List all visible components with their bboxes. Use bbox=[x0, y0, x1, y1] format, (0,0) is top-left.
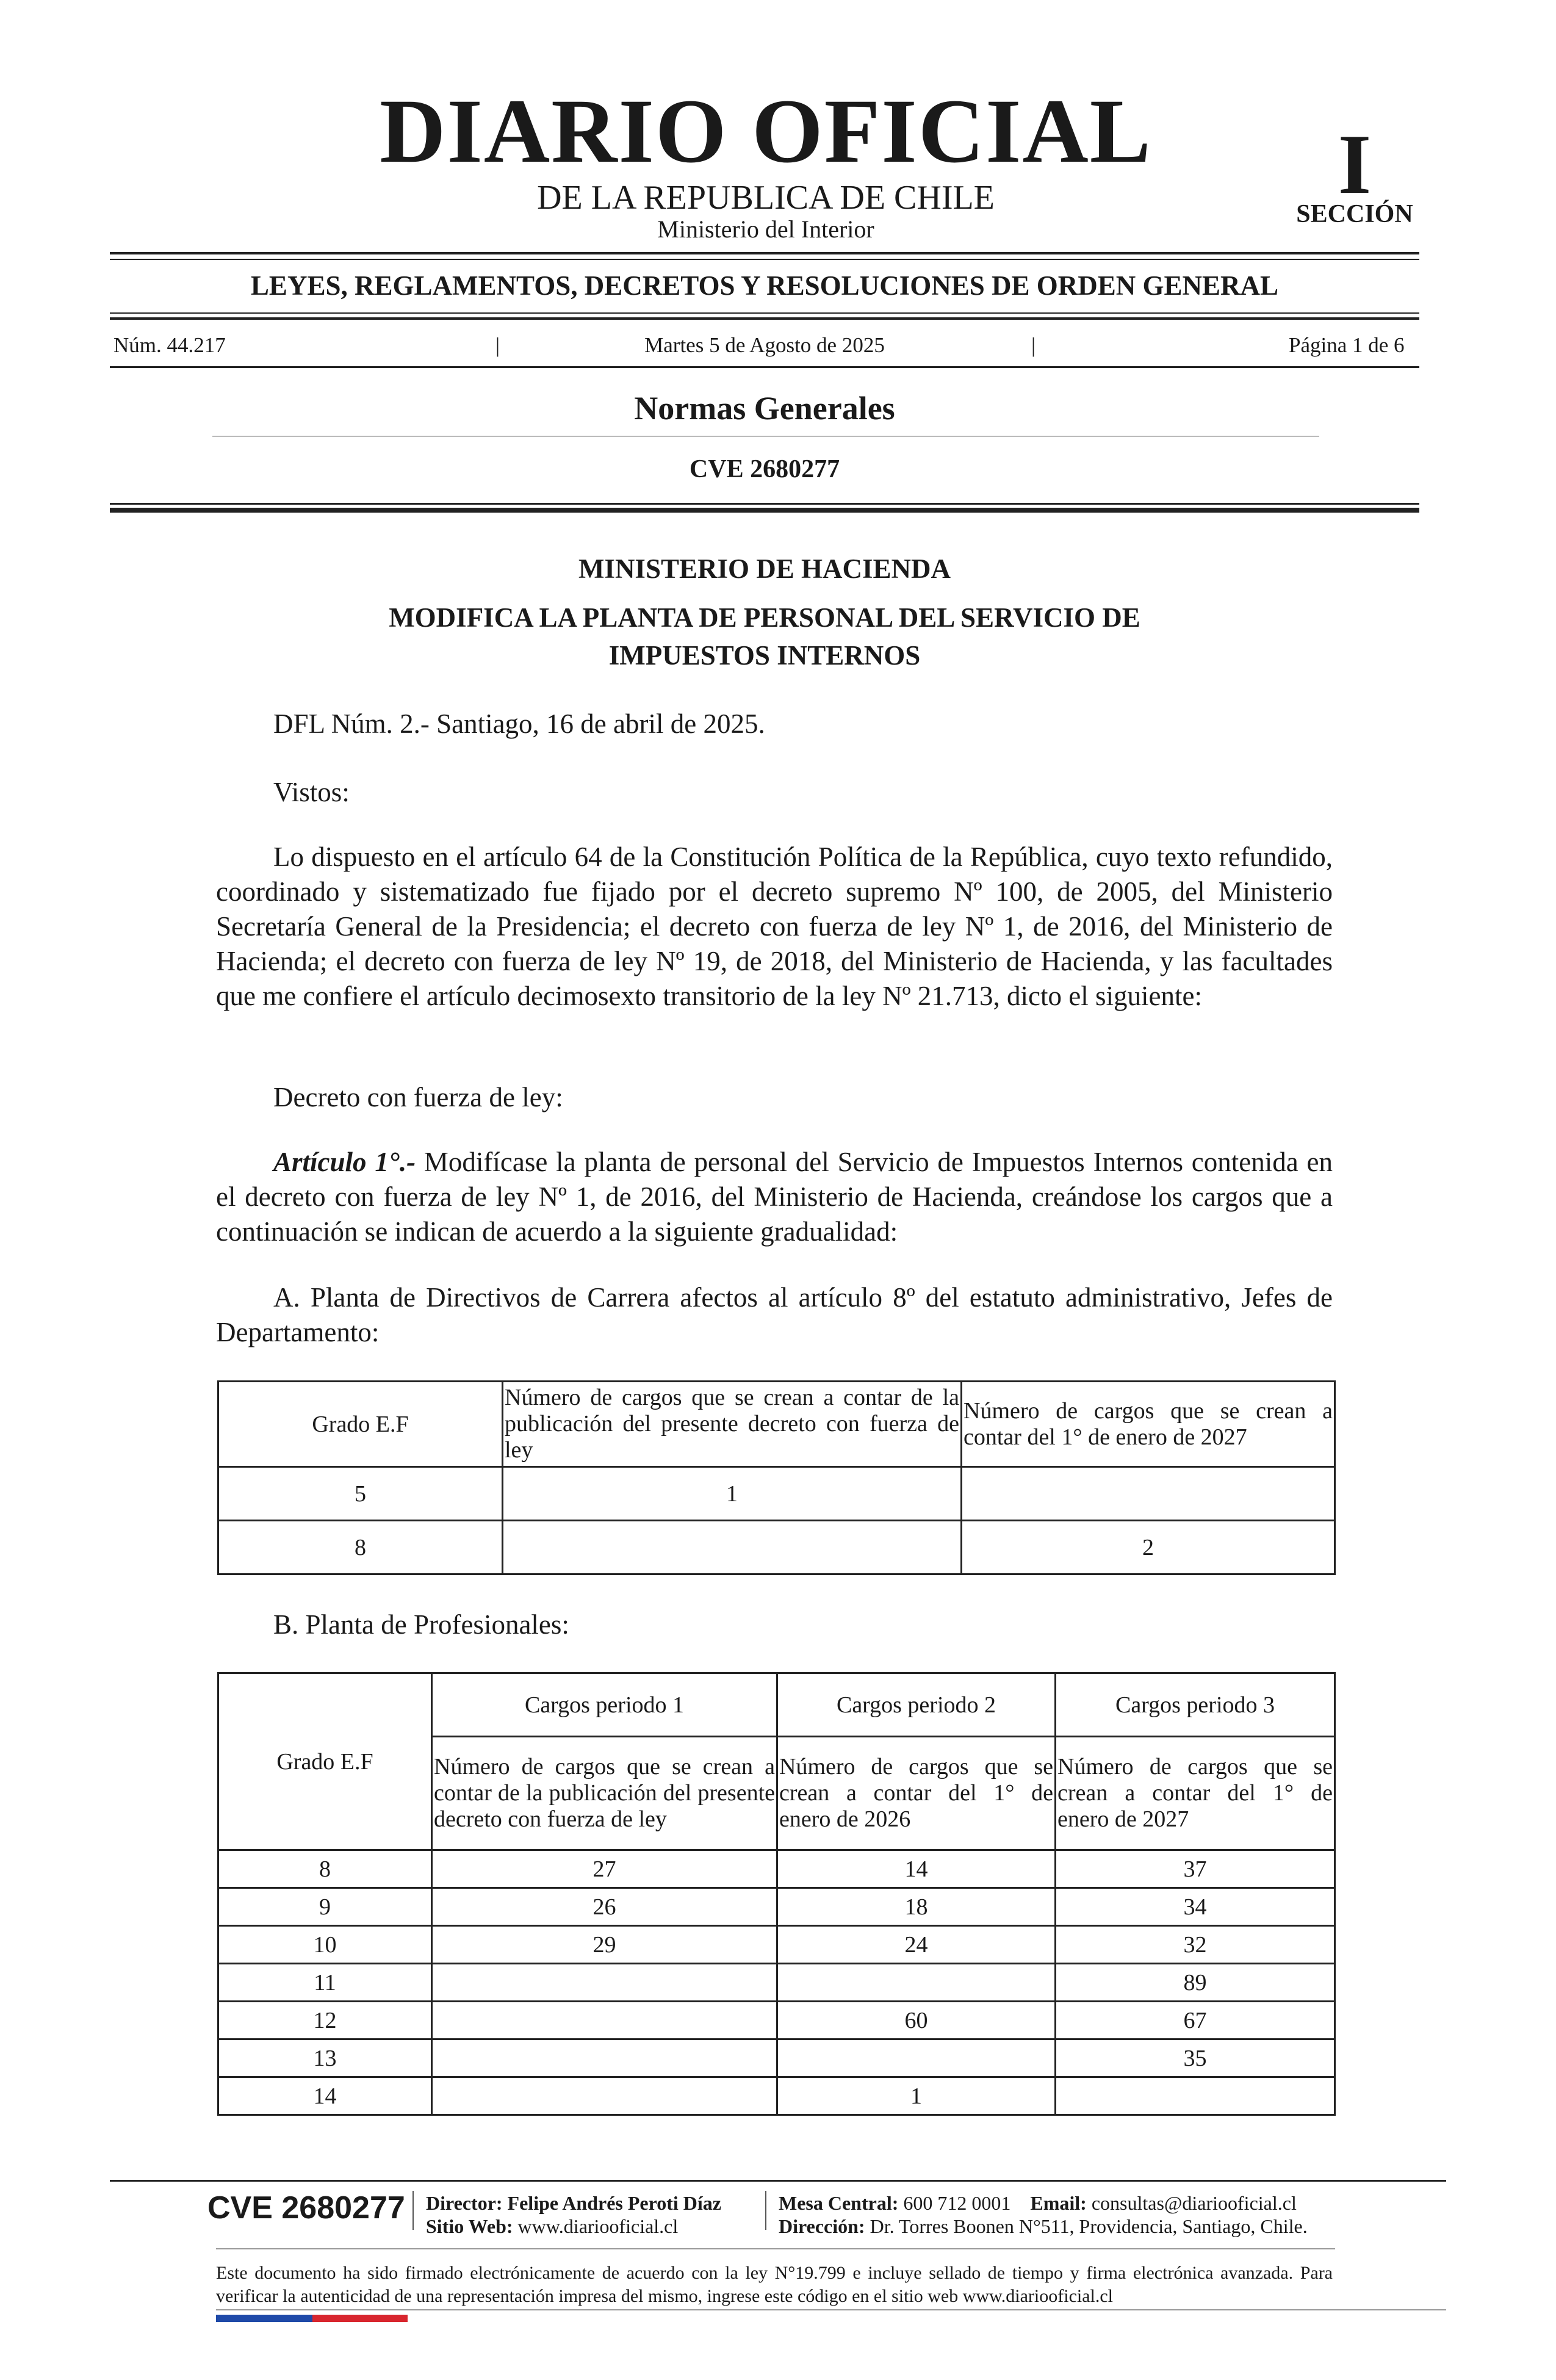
footer-director bbox=[426, 2193, 721, 2213]
band-title: LEYES, REGLAMENTOS, DECRETOS Y RESOLUCIONES DE ORDEN GENERAL bbox=[250, 270, 1279, 301]
rule bbox=[110, 259, 1419, 260]
table-row bbox=[218, 1964, 1335, 2002]
subheader-periodo-1: Número de cargos que se crean a contar de la publicación del presente decreto con fuerza de ley bbox=[432, 1737, 777, 1850]
footer-legal-notice: Este documento ha sido firmado electrónicamente de acuerdo con la ley N°19.799 e incluye sellado de tiempo y firma electrónica avanzada. Para verificar la autenticidad de una representación impresa del mismo, ingrese este código en el sitio web www.diariooficial.cl bbox=[216, 2263, 1333, 2306]
issue-date: Martes 5 de Agosto de 2025 bbox=[644, 333, 885, 357]
flag-blue-bar bbox=[216, 2315, 312, 2322]
doc-title-line2: IMPUESTOS INTERNOS bbox=[608, 640, 921, 671]
cell-value: 32 bbox=[1056, 1926, 1335, 1964]
footer-cve: CVE 2680277 bbox=[207, 2190, 405, 2226]
cell-grado: 10 bbox=[218, 1926, 432, 1964]
cell-value: 14 bbox=[777, 1850, 1056, 1888]
footer-divider bbox=[412, 2191, 414, 2230]
flag-red-bar bbox=[312, 2315, 408, 2322]
table-row bbox=[218, 1850, 1335, 1888]
cve-code: CVE 2680277 bbox=[689, 455, 840, 483]
issue-separator: | bbox=[495, 333, 500, 357]
article-1-text: Modifícase la planta de personal del Servicio de Impuestos Internos contenida en el decreto con fuerza de ley Nº 1, de 2016, del Ministerio de Hacienda, creándose los cargos que a continuación se indican de acuerdo a la siguiente gradualidad: bbox=[216, 1147, 1333, 1247]
cell-grado: 9 bbox=[218, 1888, 432, 1926]
cell-value: 67 bbox=[1056, 2002, 1335, 2039]
table-row bbox=[218, 1521, 1335, 1574]
table-b bbox=[217, 1672, 1336, 2116]
cell-value: 26 bbox=[432, 1888, 777, 1926]
cell-value: 34 bbox=[1056, 1888, 1335, 1926]
section-label: SECCIÓN bbox=[1296, 200, 1413, 228]
rule bbox=[110, 366, 1419, 368]
cell-value: 2 bbox=[962, 1521, 1335, 1574]
footer-address bbox=[779, 2216, 1308, 2236]
cell-grado: 5 bbox=[218, 1467, 503, 1521]
cell-value: 35 bbox=[1056, 2039, 1335, 2077]
cell-value bbox=[432, 2077, 777, 2115]
article-1-label: Artículo 1°.- bbox=[273, 1147, 416, 1177]
header-periodo-1: Cargos periodo 1 bbox=[432, 1673, 777, 1737]
cell-value bbox=[432, 1964, 777, 2002]
cell-grado: 8 bbox=[218, 1850, 432, 1888]
cell-value: 24 bbox=[777, 1926, 1056, 1964]
rule bbox=[110, 503, 1419, 505]
cell-value: 18 bbox=[777, 1888, 1056, 1926]
cell-value: 27 bbox=[432, 1850, 777, 1888]
vistos-paragraph: Lo dispuesto en el artículo 64 de la Constitución Política de la República, cuyo texto refundido, coordinado y sistematizado fue fijado por el decreto supremo Nº 100, de 2005, del Ministerio Secretaría General de la Presidencia; el decreto con fuerza de ley Nº 1, de 2016, del Ministerio de Hacienda; el decreto con fuerza de ley Nº 19, de 2018, del Ministerio de Hacienda, y las facultades que me confiere el artículo decimosexto transitorio de la ley Nº 21.713, dicto el siguiente: bbox=[216, 842, 1333, 1011]
doc-ministry: MINISTERIO DE HACIENDA bbox=[578, 554, 951, 584]
article-1 bbox=[216, 1145, 1333, 1249]
thin-rule bbox=[212, 436, 1319, 437]
section-title: Normas Generales bbox=[634, 390, 895, 427]
footer-divider bbox=[765, 2191, 766, 2230]
mesa-label: Mesa Central: bbox=[779, 2192, 899, 2214]
address-label: Dirección: bbox=[779, 2215, 865, 2237]
footer-website bbox=[426, 2216, 678, 2236]
header-periodo-3: Cargos periodo 3 bbox=[1056, 1673, 1335, 1737]
issue-number: Núm. 44.217 bbox=[113, 333, 226, 357]
rule bbox=[110, 508, 1419, 513]
table-row bbox=[218, 1926, 1335, 1964]
header-periodo-2: Cargos periodo 2 bbox=[777, 1673, 1056, 1737]
table-row bbox=[218, 2039, 1335, 2077]
issue-separator: | bbox=[1031, 333, 1036, 357]
footer-rule bbox=[110, 2180, 1446, 2182]
dfl-line: DFL Núm. 2.- Santiago, 16 de abril de 2025. bbox=[273, 709, 765, 739]
director-name: Felipe Andrés Peroti Díaz bbox=[507, 2192, 721, 2214]
cell-value bbox=[432, 2039, 777, 2077]
address-text: Dr. Torres Boonen N°511, Providencia, Santiago, Chile. bbox=[870, 2215, 1308, 2237]
email-label: Email: bbox=[1030, 2192, 1087, 2214]
footer-thin-rule bbox=[216, 2248, 1335, 2249]
cell-value: 37 bbox=[1056, 1850, 1335, 1888]
table-header-row bbox=[218, 1673, 1335, 1737]
footer-contact bbox=[779, 2193, 1297, 2213]
rule bbox=[110, 317, 1419, 320]
masthead-subtitle: DE LA REPUBLICA DE CHILE bbox=[537, 179, 995, 217]
header-cargos-publicacion: Número de cargos que se crean a contar de la publicación del presente decreto con fuerza de ley bbox=[503, 1382, 962, 1467]
section-b-text: B. Planta de Profesionales: bbox=[273, 1609, 569, 1640]
cell-value: 1 bbox=[503, 1467, 962, 1521]
cell-value: 1 bbox=[777, 2077, 1056, 2115]
mesa-phone: 600 712 0001 bbox=[903, 2192, 1011, 2214]
issue-page: Página 1 de 6 bbox=[1289, 333, 1405, 357]
cell-value bbox=[432, 2002, 777, 2039]
vistos-label: Vistos: bbox=[273, 777, 350, 807]
doc-title-line1: MODIFICA LA PLANTA DE PERSONAL DEL SERVICIO DE bbox=[389, 602, 1140, 633]
rule bbox=[110, 312, 1419, 314]
rule bbox=[110, 252, 1419, 254]
cell-value bbox=[503, 1521, 962, 1574]
table-row bbox=[218, 1467, 1335, 1521]
subheader-periodo-2: Número de cargos que se crean a contar del 1° de enero de 2026 bbox=[777, 1737, 1056, 1850]
section-a-text: A. Planta de Directivos de Carrera afectos al artículo 8º del estatuto administrativo, Jefes de Departamento: bbox=[216, 1282, 1333, 1347]
table-header-row bbox=[218, 1382, 1335, 1467]
cell-value bbox=[962, 1467, 1335, 1521]
director-label: Director: bbox=[426, 2192, 503, 2214]
header-grado: Grado E.F bbox=[218, 1382, 503, 1467]
cell-grado: 13 bbox=[218, 2039, 432, 2077]
masthead-title: DIARIO OFICIAL bbox=[380, 81, 1152, 182]
web-link[interactable]: www.diariooficial.cl bbox=[517, 2215, 679, 2237]
cell-value bbox=[777, 1964, 1056, 2002]
table-row bbox=[218, 2077, 1335, 2115]
web-label: Sitio Web: bbox=[426, 2215, 513, 2237]
cell-grado: 14 bbox=[218, 2077, 432, 2115]
header-grado: Grado E.F bbox=[218, 1673, 432, 1850]
table-a bbox=[217, 1380, 1336, 1575]
decreto-label: Decreto con fuerza de ley: bbox=[273, 1082, 563, 1112]
email-link[interactable]: consultas@diariooficial.cl bbox=[1091, 2192, 1297, 2214]
cell-grado: 11 bbox=[218, 1964, 432, 2002]
cell-grado: 12 bbox=[218, 2002, 432, 2039]
section-number: I bbox=[1338, 117, 1372, 212]
cell-grado: 8 bbox=[218, 1521, 503, 1574]
cell-value: 60 bbox=[777, 2002, 1056, 2039]
cell-value bbox=[777, 2039, 1056, 2077]
cell-value: 89 bbox=[1056, 1964, 1335, 2002]
footer-bottom-rule bbox=[216, 2309, 1446, 2310]
cell-value: 29 bbox=[432, 1926, 777, 1964]
table-row bbox=[218, 1888, 1335, 1926]
cell-value bbox=[1056, 2077, 1335, 2115]
masthead-ministry: Ministerio del Interior bbox=[657, 215, 874, 243]
table-row bbox=[218, 2002, 1335, 2039]
subheader-periodo-3: Número de cargos que se crean a contar del 1° de enero de 2027 bbox=[1056, 1737, 1335, 1850]
header-cargos-2027: Número de cargos que se crean a contar del 1° de enero de 2027 bbox=[962, 1382, 1335, 1467]
